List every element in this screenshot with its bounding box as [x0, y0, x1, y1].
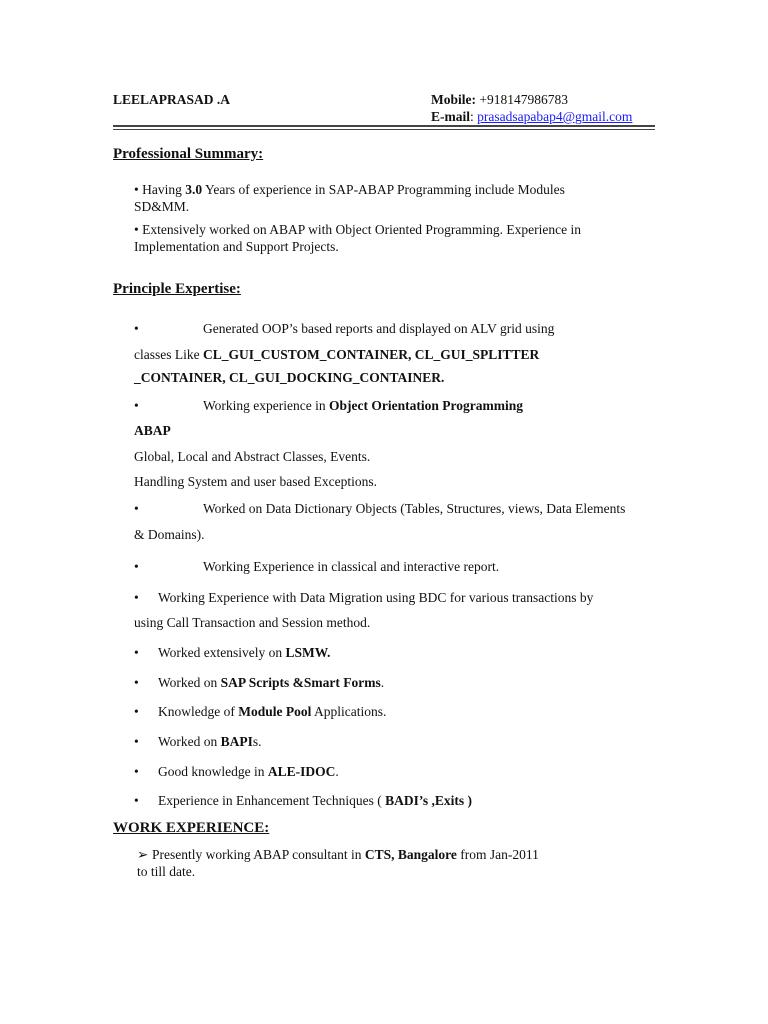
section-heading: Principle Expertise: [113, 281, 241, 297]
list-item: Working Experience with Data Migration using BDC for various transactions by [158, 590, 594, 605]
list-item [203, 398, 523, 414]
bullet-icon: • [134, 590, 139, 605]
mobile-label: Mobile: [431, 92, 476, 107]
bullet-icon: • [134, 704, 139, 719]
email-label: E-mail [431, 109, 470, 124]
mobile-number: +918147986783 [476, 92, 568, 107]
list-item-continuation: to till date. [137, 864, 196, 879]
list-item-continuation: & Domains). [134, 527, 205, 542]
bullet-icon: • [134, 734, 139, 749]
text: . [380, 675, 385, 690]
text: Experience in Enhancement Techniques ( [158, 793, 386, 808]
list-item [158, 675, 384, 691]
text: from Jan-2011 [456, 847, 539, 862]
list-item: • Extensively worked on ABAP with Object Oriented Programming. Experience in [134, 222, 582, 237]
header-rule-thin [113, 129, 655, 130]
mobile-line [431, 92, 568, 108]
text-bold: ALE-IDOC [267, 764, 336, 779]
list-item [158, 645, 330, 661]
text: Worked extensively on [158, 645, 286, 660]
text: Presently working ABAP consultant in [152, 847, 365, 862]
bullet-icon: • [134, 793, 139, 808]
bullet-icon: • [134, 675, 139, 690]
list-item-continuation [134, 347, 539, 363]
list-item [158, 793, 472, 809]
text: Applications. [311, 704, 387, 719]
bullet-icon: • [134, 764, 139, 779]
text: Years of experience in SAP-ABAP Programming include Modules [202, 182, 565, 197]
email-line [431, 109, 632, 125]
list-item-continuation: ABAP [134, 423, 171, 438]
text: Knowledge of [158, 704, 239, 719]
bullet-icon: • [134, 321, 139, 336]
list-item: Generated OOP’s based reports and displayed on ALV grid using [203, 321, 555, 336]
text-bold: Object Orientation Programming [329, 398, 523, 413]
arrow-bullet-icon: ➢ [137, 847, 149, 862]
bullet-icon: • [134, 645, 139, 660]
text: Worked on [158, 734, 221, 749]
text-bold: 3.0 [185, 182, 203, 197]
section-heading: Professional Summary: [113, 146, 264, 162]
list-item [158, 764, 339, 780]
bullet-icon: • [134, 398, 139, 413]
text: Worked on [158, 675, 221, 690]
list-item: Worked on Data Dictionary Objects (Tables, Structures, views, Data Elements [203, 501, 626, 516]
text-bold: CTS, Bangalore [364, 847, 457, 862]
list-item [158, 734, 262, 750]
list-item-continuation: using Call Transaction and Session method. [134, 615, 371, 630]
list-item-continuation: SD&MM. [134, 199, 190, 214]
text-bold: CL_GUI_CUSTOM_CONTAINER, CL_GUI_SPLITTER [202, 347, 540, 362]
candidate-name: LEELAPRASAD .A [113, 92, 231, 107]
text-bold: Module Pool [238, 704, 312, 719]
text: . [335, 764, 339, 779]
text-bold: BAPI [220, 734, 253, 749]
text: • Having [134, 182, 186, 197]
email-separator: : [470, 109, 478, 124]
bullet-icon: • [134, 501, 139, 516]
list-item-continuation: Handling System and user based Exceptions. [134, 474, 377, 489]
header-rule [113, 125, 655, 127]
text: Good knowledge in [158, 764, 268, 779]
text: Working experience in [203, 398, 329, 413]
text: s. [252, 734, 262, 749]
bullet-icon: • [134, 559, 139, 574]
list-item-continuation: _CONTAINER, CL_GUI_DOCKING_CONTAINER. [134, 370, 445, 385]
list-item-continuation: Global, Local and Abstract Classes, Events. [134, 449, 371, 464]
text-bold: BADI’s ,Exits ) [385, 793, 472, 808]
list-item [158, 704, 386, 720]
section-heading: WORK EXPERIENCE: [113, 820, 270, 836]
list-item-continuation: Implementation and Support Projects. [134, 239, 339, 254]
list-item [134, 182, 565, 198]
email-link[interactable]: prasadsapabap4@gmail.com [477, 109, 633, 124]
list-item: Working Experience in classical and interactive report. [203, 559, 500, 574]
text-bold: LSMW. [285, 645, 331, 660]
list-item [152, 847, 539, 863]
text: classes Like [134, 347, 203, 362]
text-bold: SAP Scripts &Smart Forms [220, 675, 381, 690]
